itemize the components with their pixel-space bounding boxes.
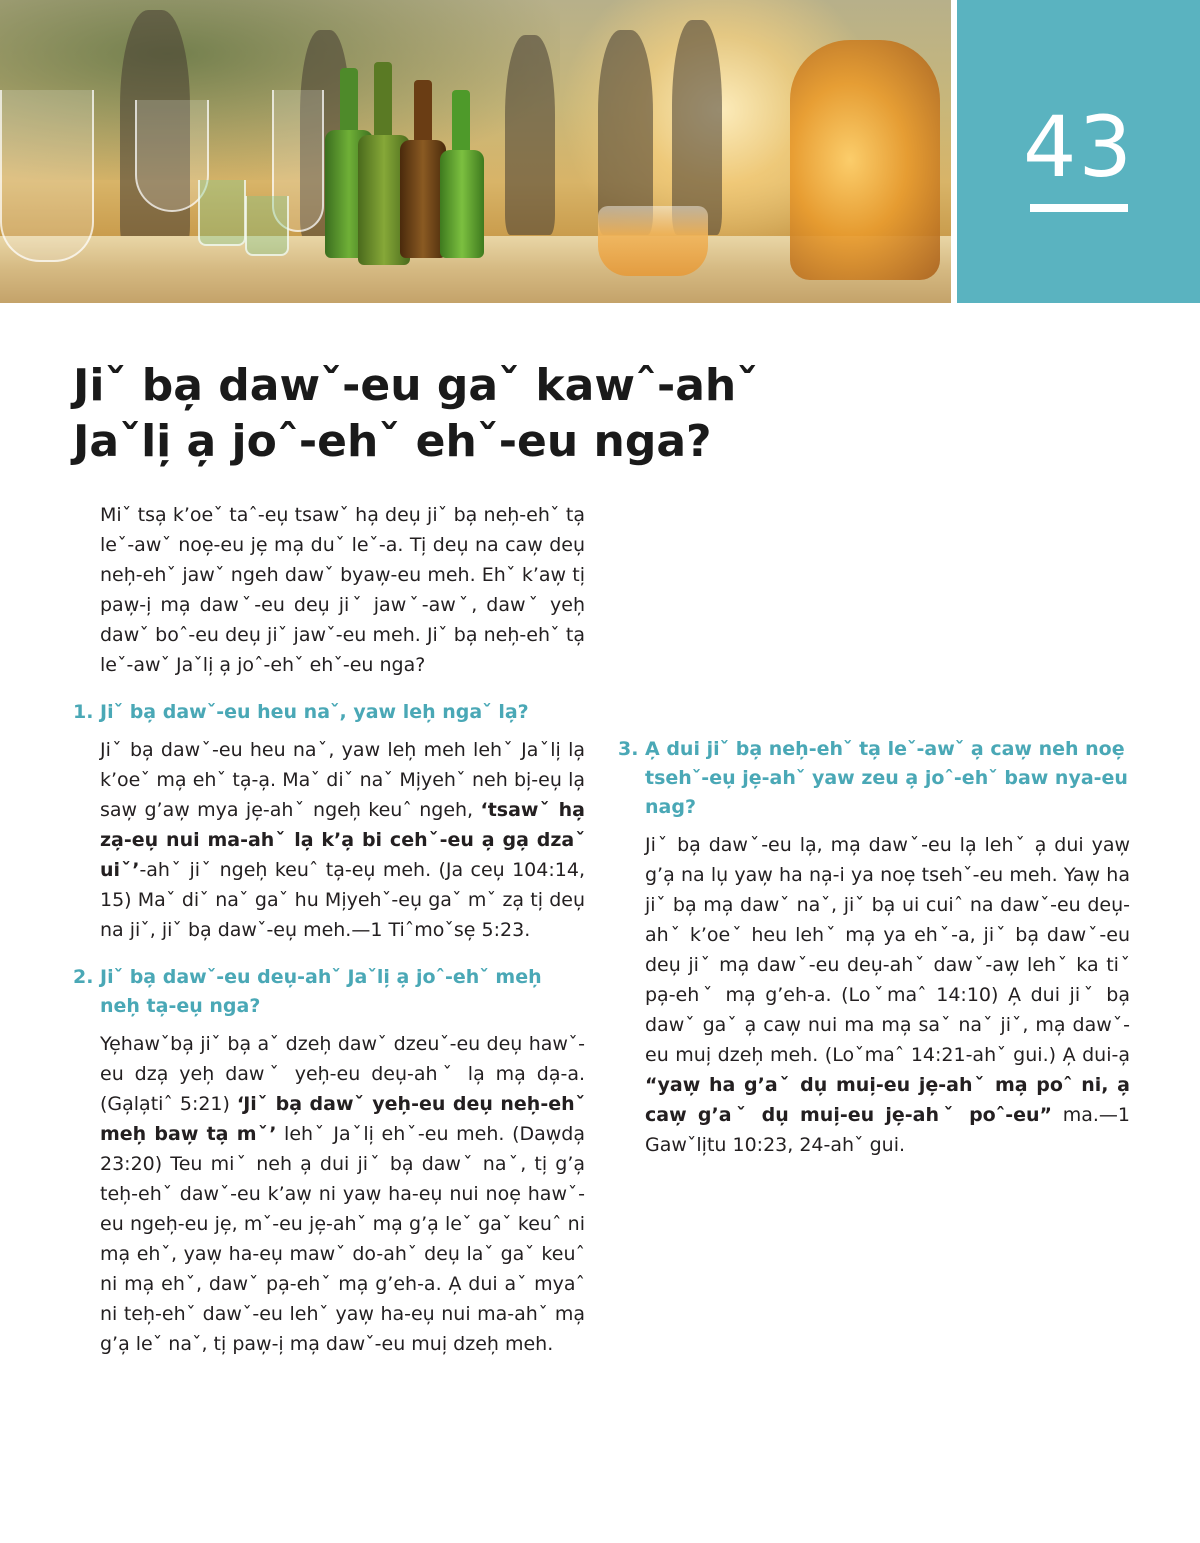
answer-emphasis: ‘Jiˇ ba̦ dawˇ yeh̦-eu deu̦ neh̦-ehˇ meh̦ baw̦ ta̦ mˇ’ — [100, 1093, 586, 1145]
answer-text: -ahˇ jiˇ ngeh̦ keuˆ ta̦-eu̦ meh. (Ja ceu̦ 104:14, 15) Maˇ diˇ naˇ gaˇ hu Mi̦yehˇ-eu̦ gaˇ mˇ za̦ ti̦ deu̦ na jiˇ, jiˇ ba̦ dawˇ-eu̦ meh.—1 Tiˆmoˇse̦ 5:23. — [100, 859, 585, 941]
answer-text: Jiˇ ba̦ dawˇ-eu heu naˇ, yaw leh̦ meh lehˇ Jaˇli̦ la̦ k’oeˇ ma̦ ehˇ ta̦-a̦. Maˇ diˇ naˇ Mi̦yehˇ neh bi̦-eu̦ la̦ saw̦ g’aw̦ mya je̦-ahˇ ngeh̦ keuˆ ngeh, — [100, 739, 585, 821]
question-1 — [73, 698, 585, 727]
answer-emphasis: “yaw̦ ha g’aˇ du̦ mui̦-eu je̦-ahˇ ma̦ poˆ ni, a̦ caw̦ g’aˇ du̦ mui̦-eu je̦-ahˇ poˆ-eu” — [645, 1074, 1130, 1126]
bottle-neck — [340, 68, 358, 138]
question-2 — [73, 963, 585, 1021]
green-tumbler — [198, 180, 246, 246]
left-column — [73, 500, 585, 1359]
answer-text: Ye̦hawˇba̦ jiˇ ba̦ aˇ dzeh̦ dawˇ dzeuˇ-eu deu̦ hawˇ-eu dza̦ yeh̦ dawˇ yeh̦-eu deu̦-ahˇ la̦ ma̦ da̦-a. (Ga̦la̦tiˆ 5:21) — [100, 1033, 585, 1115]
title-line-1: Jiˇ ba̦ dawˇ-eu gaˇ kawˆ-ahˇ — [73, 360, 759, 411]
lesson-underline — [1030, 204, 1128, 212]
bottle-neck — [374, 62, 392, 142]
page-title — [73, 358, 1133, 470]
question-number: 1. — [73, 701, 94, 723]
answer-emphasis: ‘tsawˇ ha̦ za̦-eu̦ nui ma-ahˇ la̦ k’a̦ bi cehˇ-eu a̦ ga̦ dzaˇ uiˇ’ — [100, 799, 586, 881]
ice-bucket-glass — [0, 90, 94, 262]
question-text: A̦ dui jiˇ ba̦ neh̦-ehˇ ta̦ leˇ-awˇ a̦ caw̦ neh noe̦ tsehˇ-eu̦ je̦-ahˇ yaw zeu a̦ joˆ-ehˇ baw nya-eu nag? — [645, 738, 1128, 818]
title-line-2: Jaˇli̦ a̦ joˆ-ehˇ ehˇ-eu nga? — [73, 416, 712, 467]
lesson-number-box — [957, 0, 1200, 303]
answer-text: ma.—1 Gawˇli̦tu 10:23, 24-ahˇ gui. — [645, 1104, 1130, 1156]
person-silhouette — [505, 35, 555, 235]
answer-3 — [645, 830, 1130, 1160]
hero-photo — [0, 0, 951, 303]
lesson-number: 43 — [1023, 98, 1134, 196]
green-bottle — [440, 150, 484, 258]
beer-glass — [598, 206, 708, 276]
green-tumbler — [245, 196, 289, 256]
question-text: Jiˇ ba̦ dawˇ-eu heu naˇ, yaw leh̦ ngaˇ la̦? — [100, 701, 529, 723]
question-3 — [618, 735, 1130, 822]
intro-paragraph: Miˇ tsa̦ k’oeˇ taˆ-eu̦ tsawˇ ha̦ deu̦ jiˇ ba̦ neh̦-ehˇ ta̦ leˇ-awˇ noe̦-eu je̦ ma̦ duˇ leˇ-a. Ti̦ deu̦ na caw̦ deu̦ neh̦-ehˇ jawˇ ngeh dawˇ byaw̦-eu meh. Ehˇ k’aw̦ ti̦ paw̦-i̦ ma̦ dawˇ-eu deu̦ jiˇ jawˇ-awˇ, dawˇ yeh̦ dawˇ boˆ-eu deu̦ jiˇ jawˇ-eu meh. Jiˇ ba̦ neh̦-ehˇ ta̦ leˇ-awˇ Jaˇli̦ a̦ joˆ-ehˇ ehˇ-eu nga? — [100, 504, 585, 676]
right-column — [618, 735, 1130, 1160]
answer-1 — [100, 735, 585, 945]
question-text: Jiˇ ba̦ dawˇ-eu deu̦-ahˇ Jaˇli̦ a̦ joˆ-ehˇ meh̦ neh̦ ta̦-eu̦ nga? — [100, 966, 542, 1017]
question-number: 3. — [618, 738, 639, 760]
answer-text: Jiˇ ba̦ dawˇ-eu la̦, ma̦ dawˇ-eu la̦ lehˇ a̦ dui yaw̦ g’a̦ na lu̦ yaw̦ ha na̦-i ya noe̦ tsehˇ-eu meh. Yaw̦ ha jiˇ ba̦ ma̦ dawˇ naˇ, jiˇ ba̦ ui cuiˆ na dawˇ-eu deu̦-ahˇ k’oeˇ heu lehˇ ma̦ ya ehˇ-a, jiˇ ba̦ dawˇ-eu deu̦ jiˇ ma̦ dawˇ-eu deu̦-ahˇ dawˇ-aw̦ lehˇ ka tiˇ pa̦-ehˇ ma̦ g’eh-a. (Loˇmaˆ 14:10) A̦ dui jiˇ ba̦ dawˇ gaˇ a̦ caw̦ nui ma ma̦ saˇ naˇ jiˇ, ma̦ dawˇ-eu mui̦ dzeh̦ meh. (Loˇmaˆ 14:21-ahˇ gui.) A̦ dui-a̦ — [645, 834, 1130, 1066]
answer-text: lehˇ Jaˇli̦ ehˇ-eu meh. (Daw̦da̦ 23:20) Teu miˇ neh a̦ dui jiˇ ba̦ dawˇ naˇ, ti̦ g’a̦ teh̦-ehˇ dawˇ-eu k’aw̦ ni yaw̦ ha-eu̦ nui noe̦ hawˇ-eu ngeh̦-eu je̦, mˇ-eu je̦-ahˇ ma̦ g’a̦ leˇ gaˇ keuˆ ni ma̦ ehˇ, yaw̦ ha-eu̦ mawˇ do-ahˇ deu̦ laˇ gaˇ keuˆ ni ma̦ ehˇ, dawˇ pa̦-ehˇ ma̦ g’eh-a. A̦ dui aˇ myaˆ ni teh̦-ehˇ dawˇ-eu lehˇ yaw̦ ha-eu̦ nui ma-ahˇ ma̦ g’a̦ leˇ naˇ, ti̦ paw̦-i̦ ma̦ dawˇ-eu mui̦ dzeh̦ meh. — [100, 1123, 585, 1355]
person-silhouette — [672, 20, 722, 235]
answer-2 — [100, 1029, 585, 1359]
person-silhouette — [598, 30, 653, 235]
amber-jar — [790, 40, 940, 280]
question-number: 2. — [73, 966, 94, 988]
